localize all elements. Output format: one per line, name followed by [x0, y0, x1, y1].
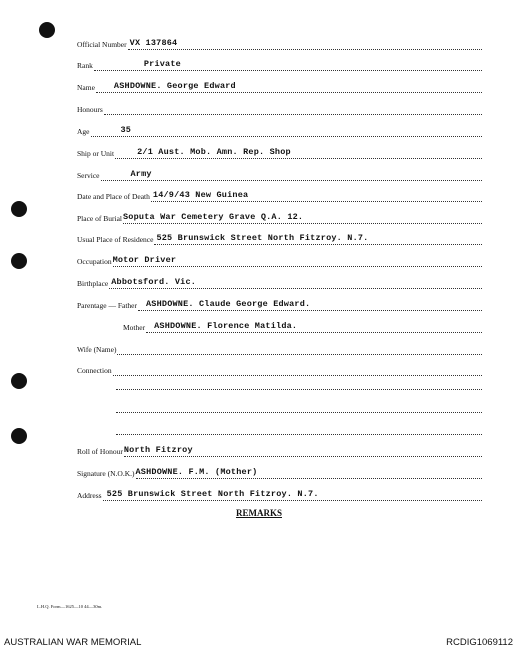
field-line	[146, 318, 482, 333]
footer-record-id: RCDIG1069112	[446, 637, 513, 648]
field-value: 2/1 Aust. Mob. Amn. Rep. Shop	[137, 147, 291, 157]
field-wife-name	[77, 341, 482, 355]
field-line	[138, 296, 482, 311]
field-label: Birthplace	[77, 279, 109, 288]
field-name	[77, 79, 482, 93]
field-value: 35	[120, 125, 132, 135]
field-label: Rank	[77, 61, 93, 70]
form-reference: L.H.Q. Form—1625—10 44—30m.	[37, 604, 103, 609]
punch-hole	[39, 22, 55, 38]
field-label: Parentage — Father	[77, 301, 137, 310]
field-line	[104, 100, 482, 115]
field-line	[136, 464, 483, 479]
field-line	[101, 166, 483, 181]
field-line	[128, 35, 482, 50]
field-label: Signature (N.O.K.)	[77, 469, 135, 478]
field-address	[77, 487, 482, 501]
field-line	[151, 187, 482, 202]
field-line	[124, 442, 482, 457]
field-line	[113, 361, 482, 376]
remarks-heading: REMARKS	[235, 508, 282, 518]
field-label: Mother	[123, 323, 146, 332]
field-ship-or-unit	[77, 145, 482, 159]
field-label: Occupation	[77, 257, 112, 266]
field-official-number	[77, 36, 482, 50]
field-line	[103, 486, 482, 501]
field-parentage-father	[77, 297, 482, 311]
field-value: Motor Driver	[112, 255, 177, 265]
field-value: Army	[130, 169, 152, 179]
punch-hole	[11, 428, 27, 444]
field-label: Official Number	[77, 40, 127, 49]
field-line	[109, 274, 482, 289]
field-label: Roll of Honour	[77, 447, 123, 456]
connection-extra-line	[116, 389, 482, 390]
field-place-of-burial	[77, 210, 482, 224]
field-birthplace	[77, 275, 482, 289]
field-label: Ship or Unit	[77, 149, 115, 158]
connection-extra-line	[116, 434, 482, 435]
field-line	[91, 122, 483, 137]
field-value: 525 Brunswick Street North Fitzroy. N.7.	[106, 489, 319, 499]
field-line	[115, 144, 482, 159]
field-service	[77, 167, 482, 181]
field-value: Private	[143, 59, 181, 69]
field-usual-residence	[77, 231, 482, 245]
field-label: Date and Place of Death	[77, 192, 150, 201]
field-label: Service	[77, 171, 100, 180]
field-value: Soputa War Cemetery Grave Q.A. 12.	[123, 212, 304, 222]
field-occupation	[77, 253, 482, 267]
punch-hole	[11, 373, 27, 389]
field-label: Name	[77, 83, 95, 92]
field-roll-of-honour	[77, 443, 482, 457]
field-label: Age	[77, 127, 90, 136]
field-label: Wife (Name)	[77, 345, 117, 354]
field-honours	[77, 101, 482, 115]
field-value: VX 137864	[129, 38, 178, 48]
field-line	[113, 252, 482, 267]
field-label: Usual Place of Residence	[77, 235, 154, 244]
field-value: 525 Brunswick Street North Fitzroy. N.7.	[156, 233, 369, 243]
field-label: Connection	[77, 366, 112, 375]
field-value: ASHDOWNE. Claude George Edward.	[145, 299, 311, 309]
punch-hole	[11, 253, 27, 269]
field-rank	[77, 57, 482, 71]
field-value: North Fitzroy	[123, 445, 193, 455]
field-line	[94, 56, 482, 71]
punch-hole	[11, 201, 27, 217]
field-value: 14/9/43 New Guinea	[152, 190, 249, 200]
field-age	[77, 123, 482, 137]
field-label: Address	[77, 491, 102, 500]
field-value: ASHDOWNE. F.M. (Mother)	[135, 467, 258, 477]
field-line	[96, 78, 482, 93]
field-line	[154, 230, 482, 245]
field-signature-nok	[77, 465, 482, 479]
field-line	[117, 340, 482, 355]
connection-extra-line	[116, 412, 482, 413]
field-connection	[77, 362, 482, 376]
field-date-place-of-death	[77, 188, 482, 202]
field-label: Place of Burial	[77, 214, 122, 223]
field-parentage-mother	[123, 319, 482, 333]
field-value: ASHDOWNE. George Edward	[113, 81, 236, 91]
footer-archive-name: AUSTRALIAN WAR MEMORIAL	[4, 637, 142, 648]
field-label: Honours	[77, 105, 103, 114]
field-value: Abbotsford. Vic.	[111, 277, 197, 287]
field-value: ASHDOWNE. Florence Matilda.	[154, 321, 298, 331]
field-line	[123, 209, 482, 224]
